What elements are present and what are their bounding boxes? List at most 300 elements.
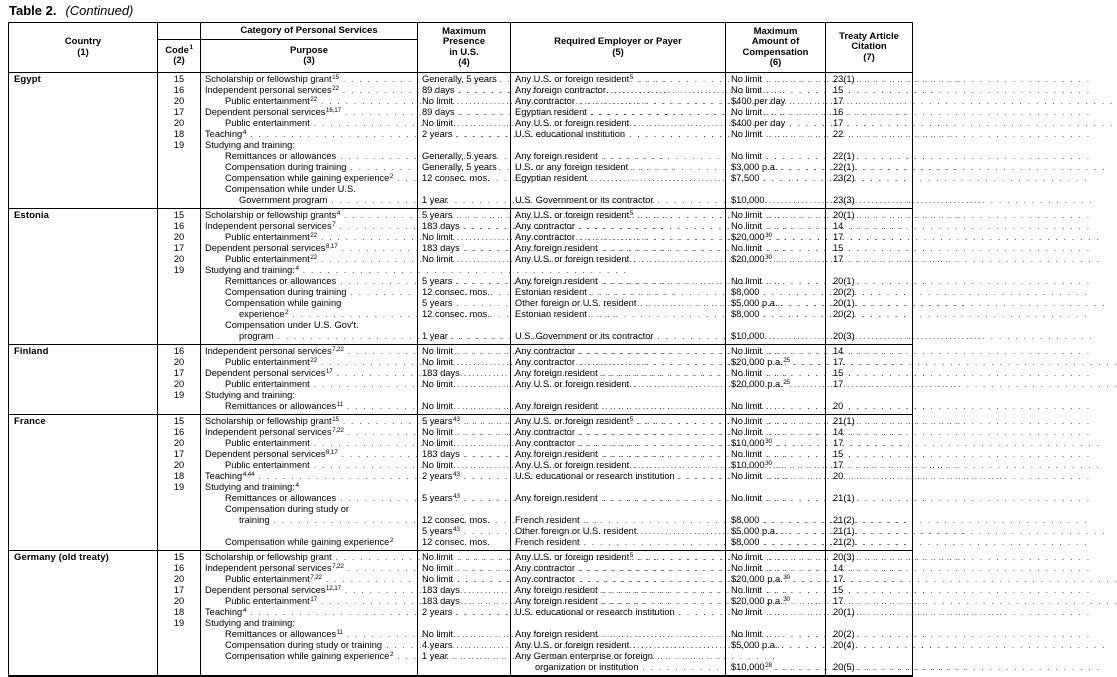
presence-line	[418, 74, 510, 85]
purpose-text: Teaching	[205, 129, 243, 139]
employer-line	[511, 629, 725, 640]
amount-line	[726, 232, 825, 243]
amount-text: $10,000	[731, 460, 765, 470]
dot-leaders	[314, 460, 414, 471]
purpose-footnote: 22	[310, 356, 317, 364]
citation-line	[826, 504, 912, 515]
amount-cell	[725, 345, 825, 414]
dot-leaders	[642, 662, 722, 673]
employer-text: U.S. Government or its contractor	[515, 331, 654, 341]
employer-line	[511, 287, 725, 298]
purpose-line	[201, 118, 417, 129]
presence-text: No limit	[422, 438, 453, 448]
citation-line	[826, 309, 912, 320]
purpose-text: training	[239, 515, 270, 525]
citation-line	[826, 427, 912, 438]
presence-line	[418, 596, 510, 607]
amount-line	[726, 427, 825, 438]
presence-text: 2 years	[422, 129, 453, 139]
amount-line	[726, 331, 825, 342]
employer-text: Any contractor	[515, 96, 575, 106]
presence-line	[418, 243, 510, 254]
employer-text: U.S. educational or research institution	[515, 471, 675, 481]
amount-line	[726, 140, 825, 151]
purpose-text: experience	[239, 309, 285, 319]
presence-text: 89 days	[422, 107, 455, 117]
country-section	[9, 414, 912, 550]
purpose-footnote: 15	[332, 415, 339, 423]
employer-text: French resident	[515, 537, 580, 547]
dot-leaders	[766, 585, 822, 596]
purpose-line	[201, 537, 417, 548]
employer-text: Any foreign resident	[515, 629, 598, 639]
code-value: 16	[173, 221, 185, 231]
employer-text: Any contractor	[515, 346, 575, 356]
presence-line	[418, 471, 510, 482]
purpose-line	[201, 210, 417, 221]
purpose-line	[201, 504, 417, 515]
citation-line	[826, 85, 912, 96]
dot-leaders	[602, 368, 722, 379]
country-section	[9, 208, 912, 344]
employer-text: Any U.S. or foreign resident	[515, 379, 630, 389]
presence-line	[418, 232, 510, 243]
dot-leaders	[457, 298, 508, 309]
amount-text: $20,000 p.a.	[731, 574, 783, 584]
employer-line	[511, 232, 725, 243]
presence-text: 183 days	[422, 221, 460, 231]
presence-text: 5 years	[422, 298, 453, 308]
dot-leaders	[344, 210, 414, 221]
citation-text: 20(1)	[833, 276, 855, 286]
citation-text: 22(1)	[833, 151, 855, 161]
citation-line	[826, 184, 912, 195]
amount-text: No limit	[731, 449, 762, 459]
purpose-text: Independent personal services	[205, 346, 332, 356]
presence-text: No limit	[422, 552, 453, 562]
citation-text: 15	[833, 243, 844, 253]
dot-leaders	[602, 401, 722, 412]
purpose-text: Independent personal services	[205, 85, 332, 95]
code-value: 20	[173, 438, 185, 448]
citation-line	[826, 243, 912, 254]
purpose-text: Compensation during training	[225, 162, 347, 172]
employer-text: Any foreign resident	[515, 585, 598, 595]
purpose-footnote: 11	[336, 628, 343, 636]
citation-text: 15	[833, 585, 844, 595]
purpose-footnote: 12,17	[325, 584, 341, 592]
citation-line	[826, 662, 912, 673]
amount-text: $3,000 p.a.	[731, 162, 778, 172]
code-value	[158, 287, 200, 298]
presence-text: No limit	[422, 427, 453, 437]
presence-line	[418, 416, 510, 427]
amount-text: $20,000 p.a.	[731, 596, 783, 606]
dot-leaders	[457, 552, 507, 563]
header-code-footnote: 1	[189, 44, 193, 51]
dot-leaders	[457, 460, 507, 471]
purpose-line	[201, 460, 417, 471]
dot-leaders	[633, 254, 722, 265]
amount-line	[726, 298, 825, 309]
dot-leaders	[766, 401, 822, 412]
amount-line	[726, 401, 825, 412]
purpose-footnote: 7,22	[310, 573, 322, 581]
presence-line	[418, 85, 510, 96]
dot-leaders	[340, 493, 414, 504]
citation-text: 14	[833, 221, 844, 231]
amount-line	[726, 662, 825, 673]
citation-line	[826, 651, 912, 662]
dot-leaders	[584, 515, 722, 526]
amount-line	[726, 276, 825, 287]
purpose-footnote: 17	[325, 367, 333, 375]
dot-leaders	[457, 607, 508, 618]
presence-text: 183 days	[422, 243, 460, 253]
dot-leaders	[794, 596, 822, 607]
dot-leaders	[345, 107, 414, 118]
code-value: 15	[173, 416, 185, 426]
employer-line	[511, 493, 725, 504]
code-value	[158, 537, 200, 548]
purpose-footnote: 4,44	[242, 470, 255, 478]
dot-leaders	[340, 276, 414, 287]
amount-footnote: 30	[783, 573, 790, 581]
employer-line	[511, 265, 725, 276]
presence-line	[418, 449, 510, 460]
dot-leaders	[766, 629, 822, 640]
purpose-cell	[200, 345, 417, 414]
citation-text: 20(2)	[833, 309, 855, 319]
presence-line	[418, 504, 510, 515]
employer-line	[511, 74, 725, 85]
presence-footnote: 43	[453, 470, 460, 478]
citation-text: 20(2)	[833, 629, 855, 639]
presence-line	[418, 651, 510, 662]
citation-text: 21(2)	[833, 537, 855, 547]
country-name: France	[14, 416, 46, 427]
purpose-line	[201, 232, 417, 243]
code-value	[158, 629, 200, 640]
amount-text: No limit	[731, 129, 762, 139]
amount-text: No limit	[731, 552, 762, 562]
employer-text: Any contractor	[515, 427, 575, 437]
purpose-footnote: 2	[389, 536, 394, 544]
amount-text: No limit	[731, 85, 762, 95]
dot-leaders	[602, 276, 722, 287]
citation-cell	[825, 73, 912, 208]
employer-line	[511, 552, 725, 563]
employer-line	[511, 482, 725, 493]
employer-line	[511, 379, 725, 390]
employer-line	[511, 357, 725, 368]
citation-text: 20(1)	[833, 607, 855, 617]
presence-text: No limit	[422, 232, 453, 242]
dot-leaders	[766, 471, 822, 482]
purpose-line	[201, 331, 417, 342]
purpose-line	[201, 85, 417, 96]
dot-leaders	[782, 526, 822, 537]
citation-line	[826, 173, 912, 184]
dot-leaders	[464, 243, 507, 254]
amount-text: No limit	[731, 74, 762, 84]
employer-line	[511, 320, 725, 331]
employer-line	[511, 107, 725, 118]
dot-leaders	[766, 449, 822, 460]
purpose-footnote: 7,22	[332, 426, 344, 434]
employer-text: U.S. Government or its contractor	[515, 195, 654, 205]
amount-text: $8,000	[731, 537, 760, 547]
employer-line	[511, 596, 725, 607]
amount-line	[726, 346, 825, 357]
amount-text: No limit	[731, 346, 762, 356]
citation-line	[826, 493, 912, 504]
code-value: 17	[173, 368, 185, 378]
amount-line	[726, 640, 825, 651]
code-value	[158, 526, 200, 537]
dot-leaders	[342, 243, 414, 254]
code-value	[158, 331, 200, 342]
citation-line	[826, 232, 912, 243]
dot-leaders	[331, 195, 414, 206]
dot-leaders	[397, 173, 414, 184]
dot-leaders	[602, 151, 722, 162]
presence-text: 183 days	[422, 368, 460, 378]
dot-leaders	[274, 515, 415, 526]
purpose-footnote: 22	[332, 84, 339, 92]
employer-line	[511, 563, 725, 574]
presence-line	[418, 140, 510, 151]
header-citation: Treaty Article Citation (7)	[825, 23, 912, 72]
country-section	[9, 550, 912, 675]
dot-leaders	[763, 515, 822, 526]
purpose-line	[201, 265, 417, 276]
country-section	[9, 344, 912, 414]
dot-leaders	[776, 460, 822, 471]
code-value	[158, 162, 200, 173]
code-value: 18	[173, 607, 185, 617]
purpose-footnote: 22	[310, 231, 317, 239]
dot-leaders	[452, 331, 507, 342]
dot-leaders	[579, 221, 722, 232]
citation-text: 20(5)	[833, 662, 855, 672]
citation-text: 14	[833, 346, 844, 356]
employer-cell	[510, 345, 725, 414]
purpose-footnote: 17	[310, 595, 317, 603]
employer-text: Any foreign resident	[515, 401, 598, 411]
citation-text: 22	[833, 129, 844, 139]
citation-line	[826, 254, 912, 265]
country-cell	[9, 415, 157, 550]
purpose-text: Remittances or allowances	[225, 401, 337, 411]
dot-leaders	[579, 427, 722, 438]
code-value	[158, 651, 200, 662]
code-value	[158, 493, 200, 504]
code-value: 17	[173, 585, 185, 595]
purpose-line	[201, 276, 417, 287]
dot-leaders	[584, 537, 722, 548]
presence-line	[418, 482, 510, 493]
citation-line	[826, 287, 912, 298]
dot-leaders	[794, 574, 822, 585]
employer-line	[511, 331, 725, 342]
dot-leaders	[303, 265, 414, 276]
employer-line	[511, 221, 725, 232]
purpose-footnote: 2	[389, 650, 394, 658]
employer-line	[511, 140, 725, 151]
employer-line	[511, 401, 725, 412]
code-value: 16	[173, 563, 185, 573]
code-cell	[157, 209, 200, 344]
amount-text: $5,000 p.a.	[731, 640, 778, 650]
code-value: 18	[173, 129, 185, 139]
employer-text: Any U.S. or foreign resident	[515, 254, 630, 264]
amount-line	[726, 195, 825, 206]
purpose-footnote: 8,17	[325, 448, 338, 456]
citation-text: 20(4)	[833, 640, 855, 650]
purpose-footnote: 15	[332, 73, 339, 81]
dot-leaders	[321, 596, 414, 607]
purpose-footnote: 7	[332, 220, 336, 228]
amount-text: No limit	[731, 585, 762, 595]
purpose-text: Dependent personal services	[205, 243, 326, 253]
code-value	[158, 320, 200, 331]
presence-line	[418, 537, 510, 548]
presence-text: No limit	[422, 460, 453, 470]
employer-text: Any contractor	[515, 438, 575, 448]
dot-leaders	[591, 309, 722, 320]
amount-line	[726, 563, 825, 574]
purpose-text: Compensation while gaining	[225, 298, 342, 308]
dot-leaders	[457, 427, 507, 438]
country-name: Estonia	[14, 210, 50, 221]
dot-leaders	[633, 118, 722, 129]
presence-text: 89 days	[422, 85, 455, 95]
citation-line	[826, 368, 912, 379]
table-title	[9, 3, 133, 18]
employer-cell	[510, 209, 725, 344]
table-header	[9, 23, 912, 72]
presence-cell	[417, 345, 510, 414]
purpose-line	[201, 254, 417, 265]
dot-leaders	[579, 438, 722, 449]
presence-line	[418, 265, 510, 276]
purpose-line	[201, 243, 417, 254]
code-value: 20	[173, 596, 185, 606]
code-value: 15	[173, 210, 185, 220]
dot-leaders	[348, 563, 414, 574]
dot-leaders	[579, 574, 722, 585]
presence-text: Generally, 5 years	[422, 74, 497, 84]
citation-text: 20(1)	[833, 298, 855, 308]
citation-text: 15	[833, 85, 844, 95]
employer-line	[511, 162, 725, 173]
presence-line	[418, 460, 510, 471]
presence-line	[418, 357, 510, 368]
employer-line	[511, 471, 725, 482]
citation-text: 20	[833, 401, 844, 411]
dot-leaders	[464, 221, 507, 232]
dot-leaders	[637, 74, 722, 85]
purpose-text: Compensation during training	[225, 287, 347, 297]
amount-line	[726, 162, 825, 173]
table-body	[9, 72, 912, 675]
citation-text: 17	[833, 96, 844, 106]
employer-text: Any foreign resident	[515, 243, 598, 253]
presence-footnote: 43	[453, 525, 460, 533]
dot-leaders	[457, 232, 507, 243]
header-country	[9, 23, 157, 72]
dot-leaders	[343, 74, 414, 85]
dot-leaders	[321, 357, 414, 368]
citation-line	[826, 331, 912, 342]
treaty-table	[8, 22, 913, 677]
dot-leaders	[457, 629, 507, 640]
purpose-text: Dependent personal services	[205, 107, 326, 117]
presence-line	[418, 390, 510, 401]
citation-text: 17	[833, 574, 844, 584]
dot-leaders	[602, 493, 722, 504]
amount-cell	[725, 551, 825, 675]
amount-text: No limit	[731, 210, 762, 220]
dot-leaders	[632, 162, 722, 173]
purpose-line	[201, 607, 417, 618]
citation-text: 20(1)	[833, 210, 855, 220]
amount-line	[726, 368, 825, 379]
dot-leaders	[602, 629, 722, 640]
presence-text: No limit	[422, 254, 453, 264]
dot-leaders	[776, 232, 822, 243]
purpose-line	[201, 140, 417, 151]
amount-line	[726, 618, 825, 629]
employer-line	[511, 618, 725, 629]
dot-leaders	[766, 493, 822, 504]
dot-leaders	[457, 118, 507, 129]
dot-leaders	[602, 243, 722, 254]
presence-text: No limit	[422, 401, 453, 411]
citation-text: 20(3)	[833, 552, 855, 562]
citation-line	[826, 449, 912, 460]
employer-text: Any German enterprise or foreign	[515, 651, 653, 661]
presence-cell	[417, 209, 510, 344]
employer-line	[511, 390, 725, 401]
presence-line	[418, 162, 510, 173]
dot-leaders	[789, 118, 822, 129]
citation-line	[826, 265, 912, 276]
dot-leaders	[321, 254, 414, 265]
purpose-text: Remittances or allowances	[225, 629, 337, 639]
citation-cell	[825, 551, 912, 675]
dot-leaders	[602, 596, 722, 607]
purpose-line	[201, 662, 417, 673]
purpose-text: Independent personal services	[205, 563, 332, 573]
dot-leaders	[637, 210, 722, 221]
dot-leaders	[348, 427, 414, 438]
citation-line	[826, 346, 912, 357]
employer-line	[511, 585, 725, 596]
presence-line	[418, 320, 510, 331]
purpose-footnote: 2	[284, 308, 289, 316]
citation-cell	[825, 415, 912, 550]
dot-leaders	[459, 107, 507, 118]
amount-text: No limit	[731, 401, 762, 411]
presence-text: 12 consec. mos.	[422, 173, 490, 183]
dot-leaders	[579, 346, 722, 357]
code-value	[158, 173, 200, 184]
employer-line	[511, 129, 725, 140]
presence-line	[418, 379, 510, 390]
employer-line	[511, 346, 725, 357]
